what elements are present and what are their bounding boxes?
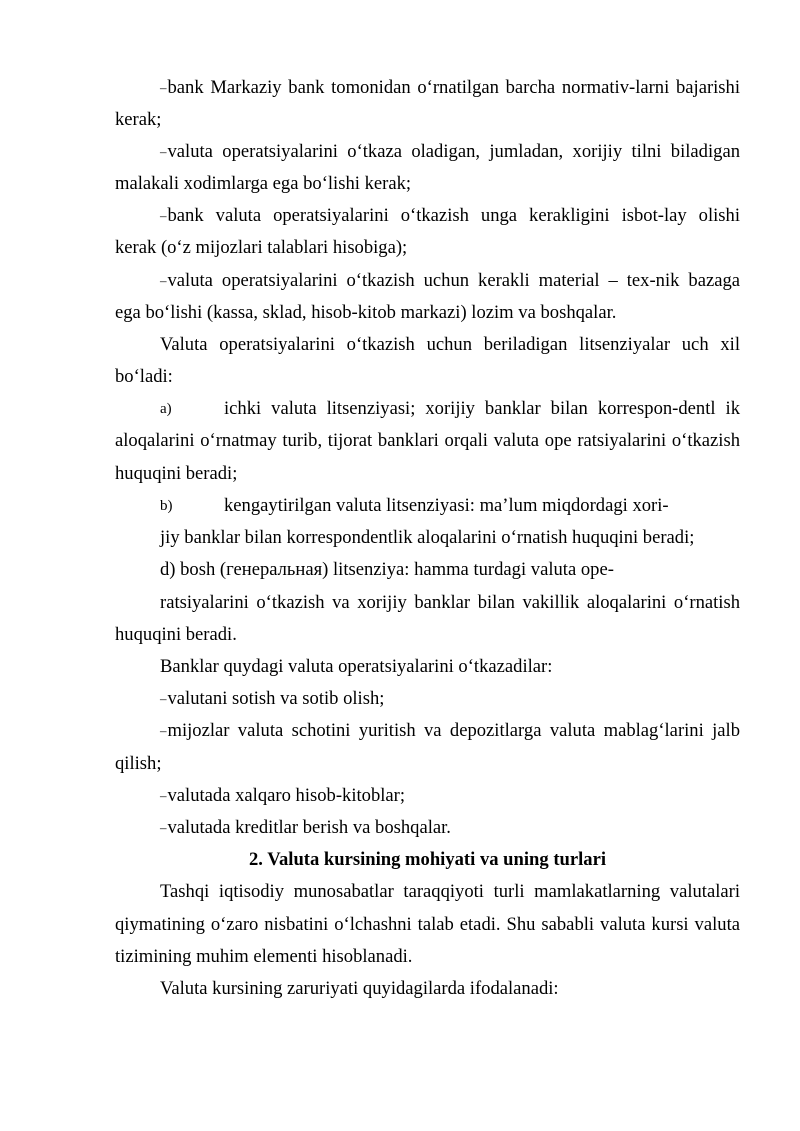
text: valuta operatsiyalarini o‘tkazish uchun kerakli material – tex-nik bazaga — [167, 270, 740, 291]
paragraph-line — [224, 396, 740, 422]
text: kengaytirilgan valuta litsenziyasi: ma’lum miqdordagi xori- — [224, 495, 669, 516]
text: bank Markaziy bank tomonidan o‘rnatilgan barcha normativ-larni bajarishi — [167, 77, 740, 98]
text: huquqini beradi. — [115, 624, 237, 645]
text: ratsiyalarini o‘tkazish va xorijiy banklar bilan vakillik aloqalarini o‘rnatish — [160, 592, 740, 613]
dash-marker: – — [160, 144, 167, 159]
paragraph-line — [160, 718, 740, 744]
text: Tashqi iqtisodiy munosabatlar taraqqiyoti turli mamlakatlarning valutalari — [160, 881, 740, 902]
text: huquqini beradi; — [115, 463, 238, 484]
text: qiymatining o‘zaro nisbatini o‘lchashni talab etadi. Shu sababli valuta kursi valuta — [115, 914, 740, 935]
paragraph-line — [115, 235, 740, 261]
paragraph-line — [224, 493, 740, 519]
list-marker-b: b) — [160, 498, 173, 514]
text: valutada xalqaro hisob-kitoblar; — [167, 785, 406, 806]
paragraph-line — [115, 751, 740, 777]
text: mijozlar valuta schotini yuritish va depozitlarga valuta mablag‘larini jalb — [167, 720, 740, 741]
text: d) bosh (генеральная) litsenziya: hamma turdagi valuta ope- — [160, 559, 614, 580]
text: valutani sotish va sotib olish; — [167, 688, 385, 709]
paragraph-line — [160, 654, 740, 680]
paragraph-line — [160, 557, 740, 583]
paragraph-line — [115, 912, 740, 938]
text: kerak; — [115, 109, 162, 130]
paragraph-line — [160, 783, 740, 809]
paragraph-line — [160, 139, 740, 165]
paragraph-line — [160, 879, 740, 905]
text: kerak (o‘z mijozlari talablari hisobiga); — [115, 237, 408, 258]
text: jiy banklar bilan korrespondentlik aloqalarini o‘rnatish huquqini beradi; — [160, 527, 695, 548]
dash-marker: – — [160, 273, 167, 288]
paragraph-line — [160, 815, 740, 841]
paragraph-line — [115, 300, 740, 326]
paragraph-line — [160, 590, 740, 616]
dash-marker: – — [160, 788, 167, 803]
paragraph-line — [160, 203, 740, 229]
paragraph-line — [160, 976, 740, 1002]
text: Valuta operatsiyalarini o‘tkazish uchun beriladigan litsenziyalar uch xil — [160, 334, 740, 355]
text: valuta operatsiyalarini o‘tkaza oladigan, jumladan, xorijiy tilni biladigan — [167, 141, 740, 162]
paragraph-line — [115, 364, 740, 390]
paragraph-line — [160, 75, 740, 101]
text: bank valuta operatsiyalarini o‘tkazish unga kerakligini isbot-lay olishi — [167, 205, 740, 226]
paragraph-line — [160, 268, 740, 294]
paragraph-line — [115, 171, 740, 197]
text: ega bo‘lishi (kassa, sklad, hisob-kitob markazi) lozim va boshqalar. — [115, 302, 617, 323]
dash-marker: – — [160, 691, 167, 706]
section-heading: 2. Valuta kursining mohiyati va uning turlari — [249, 849, 606, 870]
paragraph-line — [160, 332, 740, 358]
paragraph-line — [160, 686, 740, 712]
text: valutada kreditlar berish va boshqalar. — [167, 817, 451, 838]
dash-marker: – — [160, 208, 167, 223]
list-marker-a: a) — [160, 401, 172, 417]
dash-marker: – — [160, 723, 167, 738]
paragraph-line — [160, 525, 740, 551]
paragraph-line — [115, 461, 740, 487]
paragraph-line — [115, 428, 740, 454]
text: Banklar quydagi valuta operatsiyalarini o‘tkazadilar: — [160, 656, 553, 677]
text: bo‘ladi: — [115, 366, 173, 387]
text: qilish; — [115, 753, 162, 774]
text: aloqalarini o‘rnatmay turib, tijorat banklari orqali valuta ope ratsiyalarini o‘tkazish — [115, 430, 740, 451]
paragraph-line — [115, 107, 740, 133]
dash-marker: – — [160, 80, 167, 95]
text: malakali xodimlarga ega bo‘lishi kerak; — [115, 173, 412, 194]
dash-marker: – — [160, 820, 167, 835]
paragraph-line — [115, 944, 740, 970]
text: tizimining muhim elementi hisoblanadi. — [115, 946, 413, 967]
text: Valuta kursining zaruriyati quyidagilarda ifodalanadi: — [160, 978, 559, 999]
paragraph-line — [115, 622, 740, 648]
text: ichki valuta litsenziyasi; xorijiy banklar bilan korrespon-dentl ik — [224, 398, 740, 419]
